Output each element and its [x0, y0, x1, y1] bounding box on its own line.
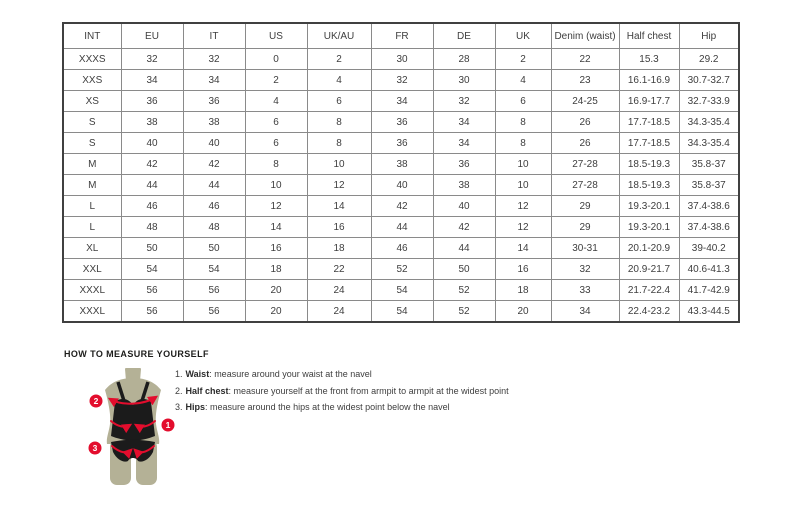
table-cell: L [63, 196, 121, 217]
table-cell: 6 [245, 112, 307, 133]
table-cell: 6 [245, 133, 307, 154]
table-cell: 8 [307, 112, 371, 133]
column-header: UK [495, 23, 551, 49]
table-cell: 56 [183, 280, 245, 301]
table-cell: 22 [307, 259, 371, 280]
table-cell: XXL [63, 259, 121, 280]
table-cell: 56 [121, 301, 183, 323]
column-header: Denim (waist) [551, 23, 619, 49]
step-number: 2. [175, 385, 183, 396]
column-header: DE [433, 23, 495, 49]
table-cell: 18 [245, 259, 307, 280]
table-cell: 34 [551, 301, 619, 323]
table-cell: 50 [433, 259, 495, 280]
table-cell: 36 [121, 91, 183, 112]
table-cell: 20 [245, 301, 307, 323]
table-cell: 12 [495, 196, 551, 217]
table-cell: 30 [371, 49, 433, 70]
table-cell: XXXL [63, 280, 121, 301]
table-cell: 44 [371, 217, 433, 238]
column-header: EU [121, 23, 183, 49]
table-cell: 40 [433, 196, 495, 217]
table-cell: 10 [495, 154, 551, 175]
table-cell: 36 [433, 154, 495, 175]
table-cell: 8 [495, 133, 551, 154]
table-cell: 44 [183, 175, 245, 196]
badge-hips [88, 441, 102, 455]
table-cell: 35.8-37 [679, 175, 739, 196]
table-cell: 24 [307, 280, 371, 301]
table-cell: 40 [183, 133, 245, 154]
table-cell: 32 [183, 49, 245, 70]
table-cell: 22.4-23.2 [619, 301, 679, 323]
table-cell: XXXL [63, 301, 121, 323]
table-cell: 50 [121, 238, 183, 259]
table-cell: 10 [307, 154, 371, 175]
table-cell: 20.1-20.9 [619, 238, 679, 259]
table-cell: 36 [183, 91, 245, 112]
table-cell: 42 [121, 154, 183, 175]
table-cell: 29.2 [679, 49, 739, 70]
table-cell: 36 [371, 112, 433, 133]
table-cell: 50 [183, 238, 245, 259]
measure-step-half-chest [175, 387, 509, 397]
table-cell: 40 [121, 133, 183, 154]
step-number: 3. [175, 402, 183, 412]
table-cell: 42 [433, 217, 495, 238]
table-cell: 39-40.2 [679, 238, 739, 259]
table-cell: 34 [183, 70, 245, 91]
table-cell: 29 [551, 196, 619, 217]
step-label: Waist [185, 369, 210, 379]
column-header: Hip [679, 23, 739, 49]
table-cell: 2 [495, 49, 551, 70]
table-cell: 33 [551, 280, 619, 301]
table-cell: 40 [371, 175, 433, 196]
table-cell: 52 [433, 280, 495, 301]
table-cell: 26 [551, 112, 619, 133]
table-cell: 16 [495, 259, 551, 280]
table-cell: L [63, 217, 121, 238]
column-header: INT [63, 23, 121, 49]
table-cell: 56 [183, 301, 245, 323]
table-cell: 36 [371, 133, 433, 154]
table-cell: 8 [495, 112, 551, 133]
table-cell: 34.3-35.4 [679, 112, 739, 133]
table-cell: 8 [307, 133, 371, 154]
table-cell: 40.6-41.3 [679, 259, 739, 280]
table-row [63, 196, 739, 217]
table-row [63, 49, 739, 70]
table-header-row [63, 23, 739, 49]
table-cell: 10 [495, 175, 551, 196]
table-cell: XXS [63, 70, 121, 91]
section-title: HOW TO MEASURE YOURSELF [64, 349, 209, 359]
table-cell: 32 [433, 91, 495, 112]
table-cell: M [63, 154, 121, 175]
table-cell: 12 [307, 175, 371, 196]
table-row [63, 70, 739, 91]
table-cell: 27-28 [551, 175, 619, 196]
column-header: IT [183, 23, 245, 49]
table-cell: 32.7-33.9 [679, 91, 739, 112]
table-row [63, 91, 739, 112]
table-cell: 18.5-19.3 [619, 175, 679, 196]
table-cell: 35.8-37 [679, 154, 739, 175]
table-cell: 28 [433, 49, 495, 70]
table-cell: 14 [307, 196, 371, 217]
table-cell: 42 [371, 196, 433, 217]
table-cell: 54 [371, 280, 433, 301]
table-cell: 34 [433, 112, 495, 133]
table-cell: 6 [307, 91, 371, 112]
table-cell: 48 [121, 217, 183, 238]
table-row [63, 238, 739, 259]
step-text: : measure around the hips at the widest point below the navel [205, 402, 450, 412]
table-cell: 34.3-35.4 [679, 133, 739, 154]
table-cell: 19.3-20.1 [619, 196, 679, 217]
table-cell: 54 [121, 259, 183, 280]
table-row [63, 133, 739, 154]
table-cell: 37.4-38.6 [679, 196, 739, 217]
table-cell: 14 [495, 238, 551, 259]
table-cell: XL [63, 238, 121, 259]
table-cell: 38 [121, 112, 183, 133]
table-cell: 38 [371, 154, 433, 175]
table-cell: 46 [121, 196, 183, 217]
table-cell: 23 [551, 70, 619, 91]
step-label: Half chest [185, 385, 229, 396]
table-cell: 52 [371, 259, 433, 280]
table-cell: 44 [121, 175, 183, 196]
table-cell: S [63, 133, 121, 154]
step-text: : measure yourself at the front from armpit to armpit at the widest point [228, 385, 509, 396]
table-cell: 16 [245, 238, 307, 259]
table-cell: XS [63, 91, 121, 112]
table-cell: 16 [307, 217, 371, 238]
step-text: : measure around your waist at the navel [209, 369, 372, 379]
badge-waist [161, 418, 175, 432]
table-cell: 46 [371, 238, 433, 259]
table-cell: 20.9-21.7 [619, 259, 679, 280]
table-cell: 15.3 [619, 49, 679, 70]
table-cell: 54 [371, 301, 433, 323]
table-cell: 27-28 [551, 154, 619, 175]
table-cell: 22 [551, 49, 619, 70]
table-cell: XXXS [63, 49, 121, 70]
badge-hips-number: 3 [92, 443, 98, 453]
table-cell: 4 [307, 70, 371, 91]
table-cell: 10 [245, 175, 307, 196]
table-cell: 34 [121, 70, 183, 91]
column-header: UK/AU [307, 23, 371, 49]
table-cell: 16.9-17.7 [619, 91, 679, 112]
table-cell: 17.7-18.5 [619, 133, 679, 154]
column-header: Half chest [619, 23, 679, 49]
table-cell: 52 [433, 301, 495, 323]
table-cell: 12 [495, 217, 551, 238]
table-cell: 37.4-38.6 [679, 217, 739, 238]
table-cell: 8 [245, 154, 307, 175]
table-cell: M [63, 175, 121, 196]
badge-half-chest-number: 2 [93, 396, 99, 406]
table-cell: 14 [245, 217, 307, 238]
table-row [63, 112, 739, 133]
badge-half-chest [89, 394, 103, 408]
measure-steps [175, 370, 509, 420]
table-row [63, 301, 739, 323]
table-body [63, 49, 739, 323]
table-row [63, 259, 739, 280]
table-row [63, 217, 739, 238]
table-cell: 32 [121, 49, 183, 70]
table-cell: 4 [495, 70, 551, 91]
table-cell: 18.5-19.3 [619, 154, 679, 175]
table-cell: 32 [371, 70, 433, 91]
table-cell: 21.7-22.4 [619, 280, 679, 301]
mannequin-illustration-icon [84, 368, 189, 488]
table-cell: 29 [551, 217, 619, 238]
table-cell: 18 [307, 238, 371, 259]
table-cell: 12 [245, 196, 307, 217]
table-row [63, 154, 739, 175]
table-cell: S [63, 112, 121, 133]
step-label: Hips [185, 402, 206, 412]
table-cell: 43.3-44.5 [679, 301, 739, 323]
table-cell: 30-31 [551, 238, 619, 259]
table-cell: 38 [433, 175, 495, 196]
table-row [63, 280, 739, 301]
column-header: US [245, 23, 307, 49]
table-cell: 41.7-42.9 [679, 280, 739, 301]
measure-step-hips [175, 403, 509, 413]
table-cell: 32 [551, 259, 619, 280]
table-cell: 24-25 [551, 91, 619, 112]
measure-step-waist [175, 370, 509, 380]
table-cell: 54 [183, 259, 245, 280]
table-cell: 26 [551, 133, 619, 154]
table-cell: 20 [245, 280, 307, 301]
table-cell: 30.7-32.7 [679, 70, 739, 91]
table-cell: 6 [495, 91, 551, 112]
table-cell: 46 [183, 196, 245, 217]
table-cell: 2 [307, 49, 371, 70]
badge-waist-number: 1 [165, 420, 171, 430]
table-cell: 0 [245, 49, 307, 70]
column-header: FR [371, 23, 433, 49]
table-cell: 17.7-18.5 [619, 112, 679, 133]
size-chart-table [62, 22, 740, 323]
table-cell: 30 [433, 70, 495, 91]
table-cell: 48 [183, 217, 245, 238]
table-cell: 20 [495, 301, 551, 323]
table-cell: 2 [245, 70, 307, 91]
table-cell: 42 [183, 154, 245, 175]
table-cell: 4 [245, 91, 307, 112]
step-number: 1. [175, 369, 183, 379]
table-cell: 34 [371, 91, 433, 112]
table-cell: 38 [183, 112, 245, 133]
how-to-measure-section [64, 349, 724, 453]
table-cell: 19.3-20.1 [619, 217, 679, 238]
table-cell: 44 [433, 238, 495, 259]
table-cell: 56 [121, 280, 183, 301]
table-cell: 24 [307, 301, 371, 323]
table-row [63, 175, 739, 196]
measurement-figure [84, 368, 189, 488]
table-cell: 34 [433, 133, 495, 154]
table-cell: 18 [495, 280, 551, 301]
table-cell: 16.1-16.9 [619, 70, 679, 91]
